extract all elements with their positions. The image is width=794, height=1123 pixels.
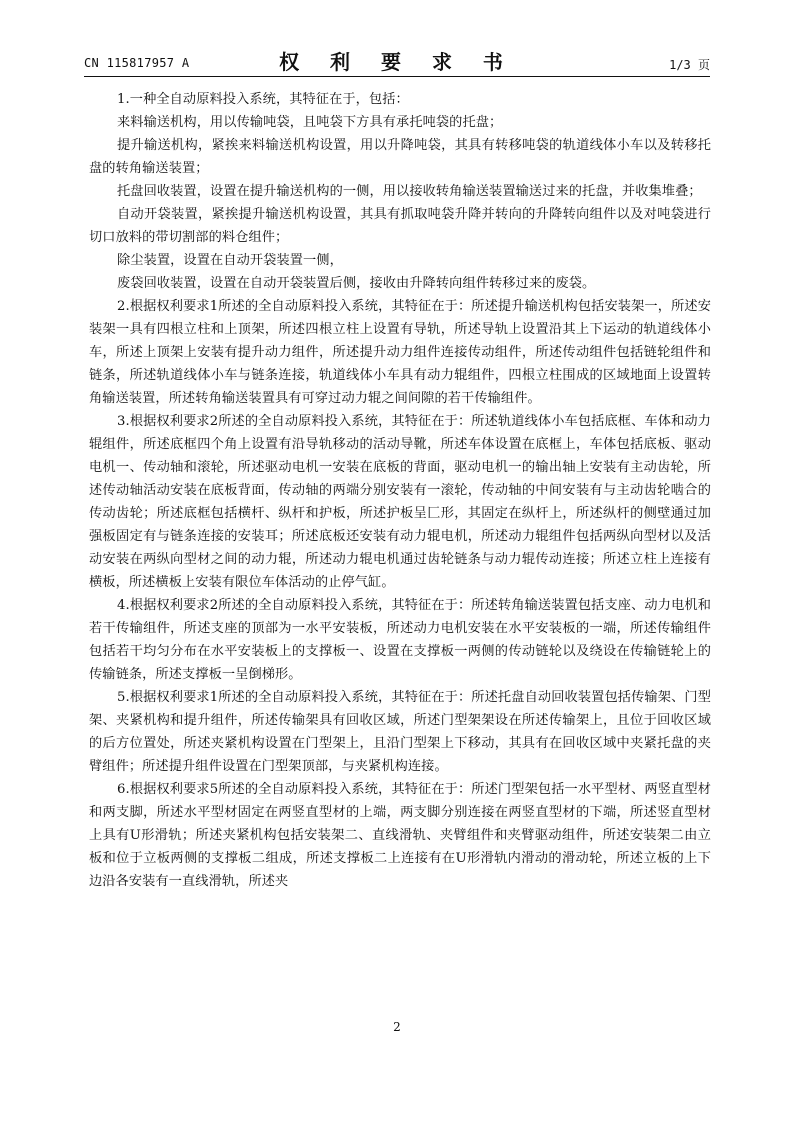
publication-number: CN 115817957 A: [84, 56, 190, 70]
claim-paragraph: 自动开袋装置，紧挨提升输送机构设置，其具有抓取吨袋升降并转向的升降转向组件以及对吨袋进行切口放料的带切割部的料仓组件；: [89, 207, 711, 245]
claim-paragraph: 提升输送机构，紧挨来料输送机构设置，用以升降吨袋，其具有转移吨袋的轨道线体小车以及转移托盘的转角输送装置；: [89, 138, 711, 176]
claim-paragraph: 除尘装置，设置在自动开袋装置一侧，: [117, 253, 343, 268]
header-rule: [84, 76, 710, 77]
claim-paragraph: 托盘回收装置，设置在提升输送机构的一侧，用以接收转角输送装置输送过来的托盘，并收集堆叠；: [117, 184, 702, 199]
claim-paragraph: 6.根据权利要求5所述的全自动原料投入系统，其特征在于：所述门型架包括一水平型材、两竖直型材和两支脚，所述水平型材固定在两竖直型材的上端，两支脚分别连接在两竖直型材的下端，所述竖直型材上具有U形滑轨；所述夹紧机构包括安装架二、直线滑轨、夹臂组件和夹臂驱动组件，所述安装架二由立板和位于立板两侧的支撑板二组成，所述支撑板二上连接有在U形滑轨内滑动的滑动轮，所述立板的上下边沿各安装有一直线滑轨，所述夹: [89, 782, 711, 889]
claim-paragraph: 废袋回收装置，设置在自动开袋装置后侧，接收由升降转向组件转移过来的废袋。: [117, 276, 596, 291]
claim-paragraph: 3.根据权利要求2所述的全自动原料投入系统，其特征在于：所述轨道线体小车包括底框、车体和动力辊组件，所述底框四个角上设置有沿导轨移动的活动导靴，所述车体设置在底框上，车体包括底板、驱动电机一、传动轴和滚轮，所述驱动电机一安装在底板的背面，驱动电机一的输出轴上安装有主动齿轮，所述传动轴活动安装在底板背面，传动轴的两端分别安装有一滚轮，传动轴的中间安装有与主动齿轮啮合的传动齿轮；所述底框包括横杆、纵杆和护板，所述护板呈匚形，其固定在纵杆上，所述纵杆的侧壁通过加强板固定有与链条连接的安装耳；所述底板还安装有动力辊电机，所述动力辊组件包括两纵向型材以及活动安装在两纵向型材之间的动力辊，所述动力辊电机通过齿轮链条与动力辊传动连接；所述立柱上连接有横板，所述横板上安装有限位车体活动的止停气缸。: [89, 414, 711, 590]
document-title: 权 利 要 求 书: [279, 50, 515, 74]
page-info: 1/3 页: [669, 58, 710, 72]
claims-body: [89, 88, 711, 893]
claim-paragraph: 来料输送机构，用以传输吨袋，且吨袋下方具有承托吨袋的托盘；: [117, 115, 503, 130]
claim-paragraph: 5.根据权利要求1所述的全自动原料投入系统，其特征在于：所述托盘自动回收装置包括传输架、门型架、夹紧机构和提升组件，所述传输架具有回收区域，所述门型架架设在所述传输架上，且位于回收区域的后方位置处，所述夹紧机构设置在门型架上，且沿门型架上下移动，其具有在回收区域中夹紧托盘的夹臂组件；所述提升组件设置在门型架顶部，与夹紧机构连接。: [89, 690, 711, 774]
claim-paragraph: 4.根据权利要求2所述的全自动原料投入系统，其特征在于：所述转角输送装置包括支座、动力电机和若干传输组件，所述支座的顶部为一水平安装板，所述动力电机安装在水平安装板的一端，所述传输组件包括若干均匀分布在水平安装板上的支撑板一、设置在支撑板一两侧的传动链轮以及绕设在传输链轮上的传输链条，所述支撑板一呈倒梯形。: [89, 598, 711, 682]
page-number: 2: [393, 1020, 401, 1034]
claim-paragraph: 1.一种全自动原料投入系统，其特征在于，包括：: [117, 92, 409, 107]
page-header: [84, 44, 710, 74]
claim-paragraph: 2.根据权利要求1所述的全自动原料投入系统，其特征在于：所述提升输送机构包括安装架一，所述安装架一具有四根立柱和上顶架，所述四根立柱上设置有导轨，所述导轨上设置沿其上下运动的轨道线体小车，所述上顶架上安装有提升动力组件，所述提升动力组件连接传动组件，所述传动组件包括链轮组件和链条，所述轨道线体小车与链条连接，轨道线体小车具有动力辊组件，四根立柱围成的区域地面上设置转角输送装置，所述转角输送装置具有可穿过动力辊之间间隙的若干传输组件。: [89, 299, 711, 406]
